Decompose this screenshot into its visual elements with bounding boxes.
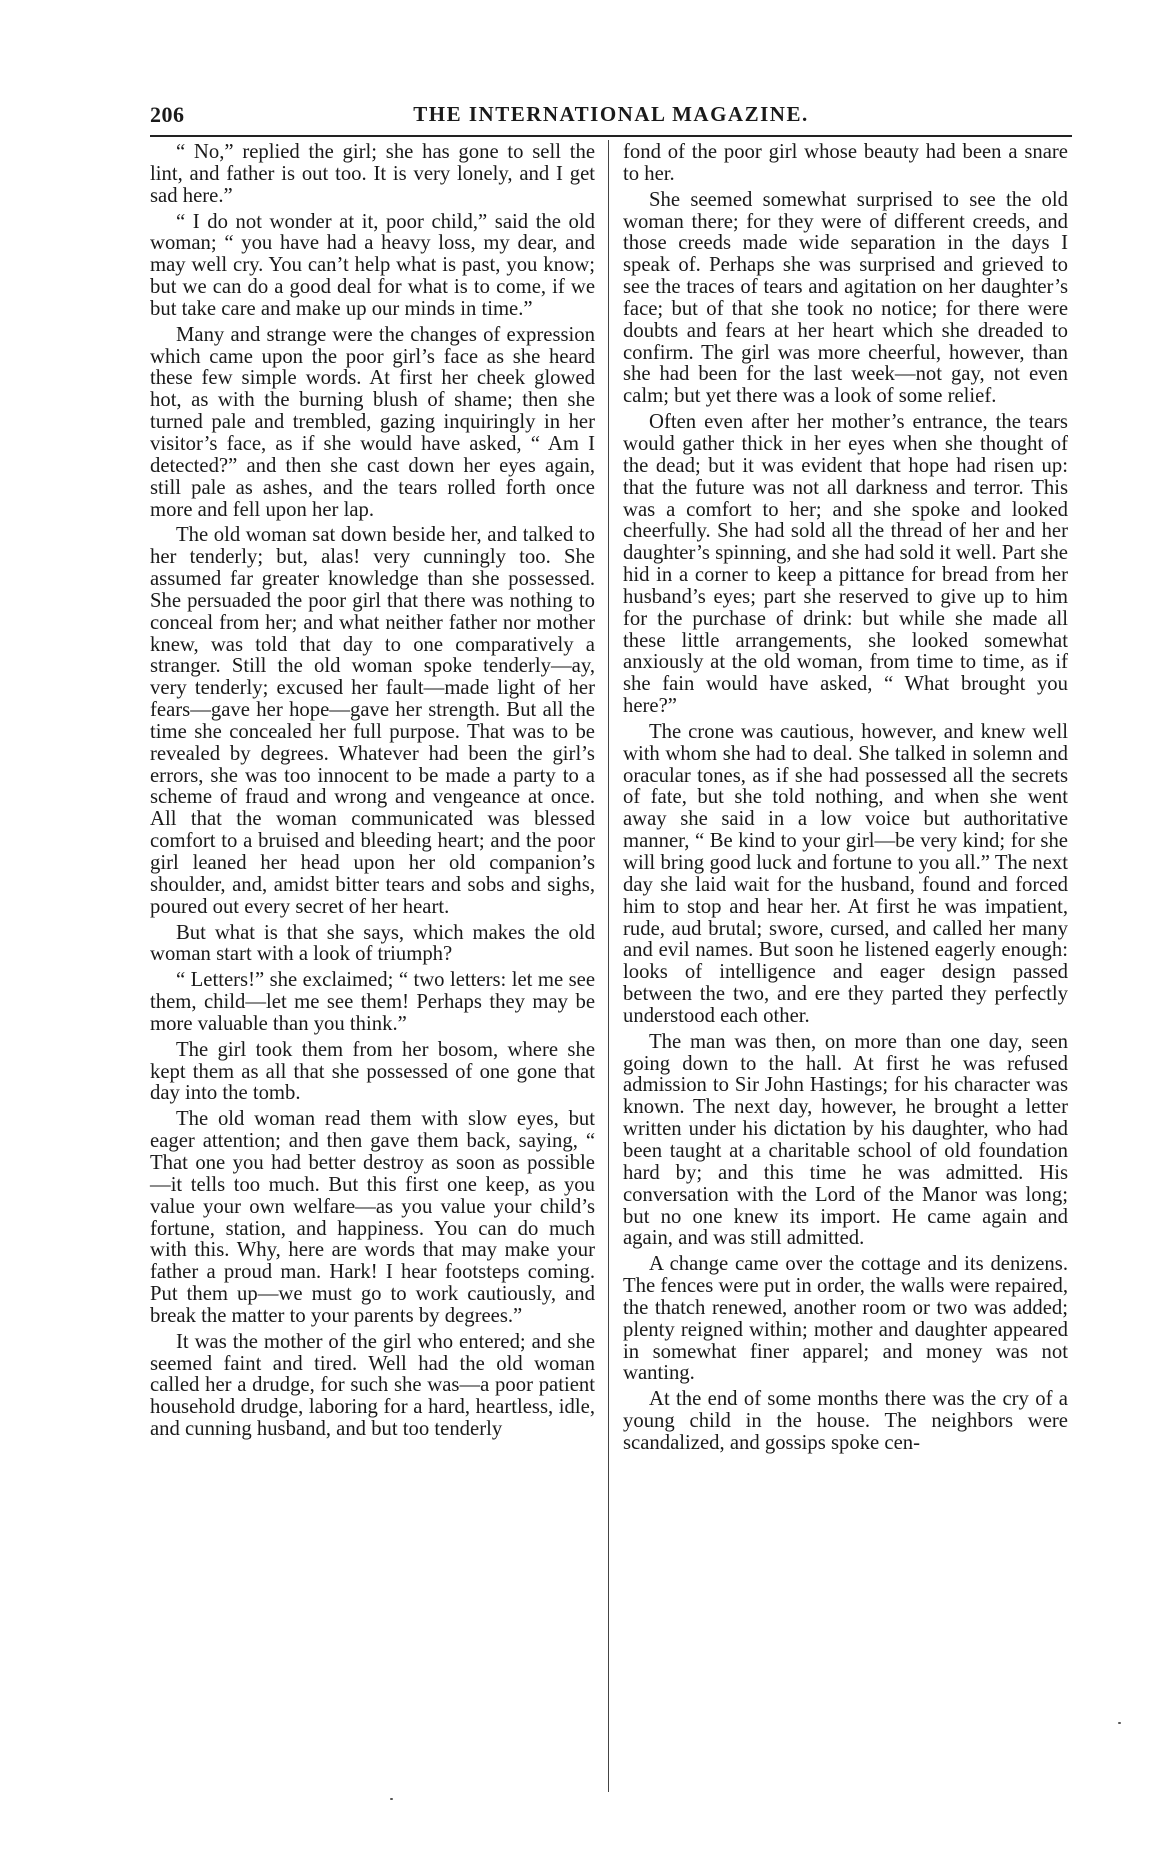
paragraph: The old woman sat down beside her, and talked to her tenderly; but, alas! very cunningly too. She assumed far greater knowledge than she possessed. She persuaded the poor girl that there was nothing to conceal from her; and what neither father nor mother knew, was told that day to one comparatively a stranger. Still the old woman spoke tenderly—ay, very tenderly; excused her fault—made light of her fears—gave her hope—gave her strength. But all the time she concealed her full purpose. That was to be revealed by degrees. Whatever had been the girl’s errors, she was too innocent to be made a party to a scheme of fraud and wrong and vengeance at once. All that the woman communicated was blessed comfort to a bruised and bleeding heart; and the poor girl leaned her head upon her old companion’s shoulder, and, amidst bitter tears and sobs and sighs, poured out every secret of her heart. <box>150 524 595 918</box>
paragraph: The man was then, on more than one day, seen going down to the hall. At first he was refused admission to Sir John Hastings; for his character was known. The next day, however, he brought a letter written under his dictation by his daughter, who had been taught at a charitable school of old foundation hard by; and this time he was admitted. His conversation with the Lord of the Manor was long; but no one knew its import. He came again and again, and was still admitted. <box>623 1030 1068 1250</box>
left-column <box>150 142 595 1445</box>
right-column <box>623 142 1068 1459</box>
paragraph: She seemed somewhat surprised to see the old woman there; for they were of different creeds, and those creeds made wide separation in the days I speak of. Perhaps she was surprised and grieved to see the traces of tears and agitation on her daughter’s face; but of that she took no notice; for there were doubts and fears at her heart which she dreaded to confirm. The girl was more cheerful, however, than she had been for the last week—not gay, not even calm; but yet there was a look of some relief. <box>623 188 1068 408</box>
paragraph: “ Letters!” she exclaimed; “ two letters: let me see them, child—let me see them! Perhaps they may be more valuable than you think.” <box>150 969 595 1035</box>
paragraph: At the end of some months there was the cry of a young child in the house. The neighbors were scandalized, and gossips spoke cen- <box>623 1388 1068 1454</box>
paragraph-continuation: fond of the poor girl whose beauty had been a snare to her. <box>623 141 1068 185</box>
paragraph: A change came over the cottage and its denizens. The fences were put in order, the walls were repaired, the thatch renewed, another room or two was added; plenty reigned within; mother and daughter appeared in somewhat finer apparel; and money was not wanting. <box>623 1253 1068 1385</box>
paragraph: Often even after her mother’s entrance, the tears would gather thick in her eyes when she thought of the dead; but it was evident that hope had risen up: that the future was not all darkness and terror. This was a comfort to her; and she spoke and looked cheerfully. She had sold all the thread of her and her daughter’s spinning, and she had sold it well. Part she hid in a corner to keep a pittance for bread from her husband’s eyes; part she reserved to give up to him for the purchase of drink: but while she made all these little arrangements, she looked somewhat anxiously at the old woman, from time to time, as if she fain would have asked, “ What brought you here?” <box>623 411 1068 718</box>
page-number: 206 <box>150 102 185 127</box>
paragraph: Many and strange were the changes of expression which came upon the poor girl’s face as she heard these few simple words. At first her cheek glowed hot, as with the burning blush of shame; then she turned pale and trembled, gazing inquiringly in her visitor’s face, as if she would have asked, “ Am I detected?” and then she cast down her eyes again, still pale as ashes, and the tears rolled forth once more and fell upon her lap. <box>150 323 595 521</box>
ink-speck <box>390 1798 393 1800</box>
paragraph: But what is that she says, which makes the old woman start with a look of triumph? <box>150 921 595 966</box>
column-divider <box>608 140 609 1792</box>
paragraph: “ No,” replied the girl; she has gone to sell the lint, and father is out too. It is very lonely, and I get sad here.” <box>150 141 595 207</box>
paragraph: The girl took them from her bosom, where she kept them as all that she possessed of one gone that day into the tomb. <box>150 1038 595 1105</box>
paragraph: “ I do not wonder at it, poor child,” said the old woman; “ you have had a heavy loss, my dear, and may well cry. You can’t help what is past, you know; but we can do a good deal for what is to come, if we but take care and make up our minds in time.” <box>150 210 595 320</box>
paragraph: The crone was cautious, however, and knew well with whom she had to deal. She talked in solemn and oracular tones, as if she had possessed all the secrets of fate, but she told nothing, and when she went away she said in a low voice but authoritative manner, “ Be kind to your girl—be very kind; for she will bring good luck and fortune to you all.” The next day she laid wait for the husband, found and forced him to stop and hear her. At first he was impatient, rude, aud brutal; swore, cursed, and called her many and evil names. But soon he listened eagerly enough: looks of intelligence and eager design passed between the two, and ere they parted they perfectly understood each other. <box>623 720 1068 1027</box>
running-header <box>150 98 1072 134</box>
ink-speck <box>1118 1722 1121 1724</box>
header-rule <box>150 135 1072 137</box>
running-title: THE INTERNATIONAL MAGAZINE. <box>413 102 809 126</box>
paragraph: It was the mother of the girl who entered; and she seemed faint and tired. Well had the old woman called her a drudge, for such she was—a poor patient household drudge, laboring for a hard, heartless, idle, and cunning husband, and but too tenderly <box>150 1330 595 1441</box>
paragraph: The old woman read them with slow eyes, but eager attention; and then gave them back, saying, “ That one you had better destroy as soon as possible—it tells too much. But this first one keep, as you value your own welfare—as you value your child’s fortune, station, and happiness. You can do much with this. Why, here are words that may make your father a proud man. Hark! I hear footsteps coming. Put them up—we must go to work cautiously, and break the matter to your parents by degrees.” <box>150 1108 595 1327</box>
